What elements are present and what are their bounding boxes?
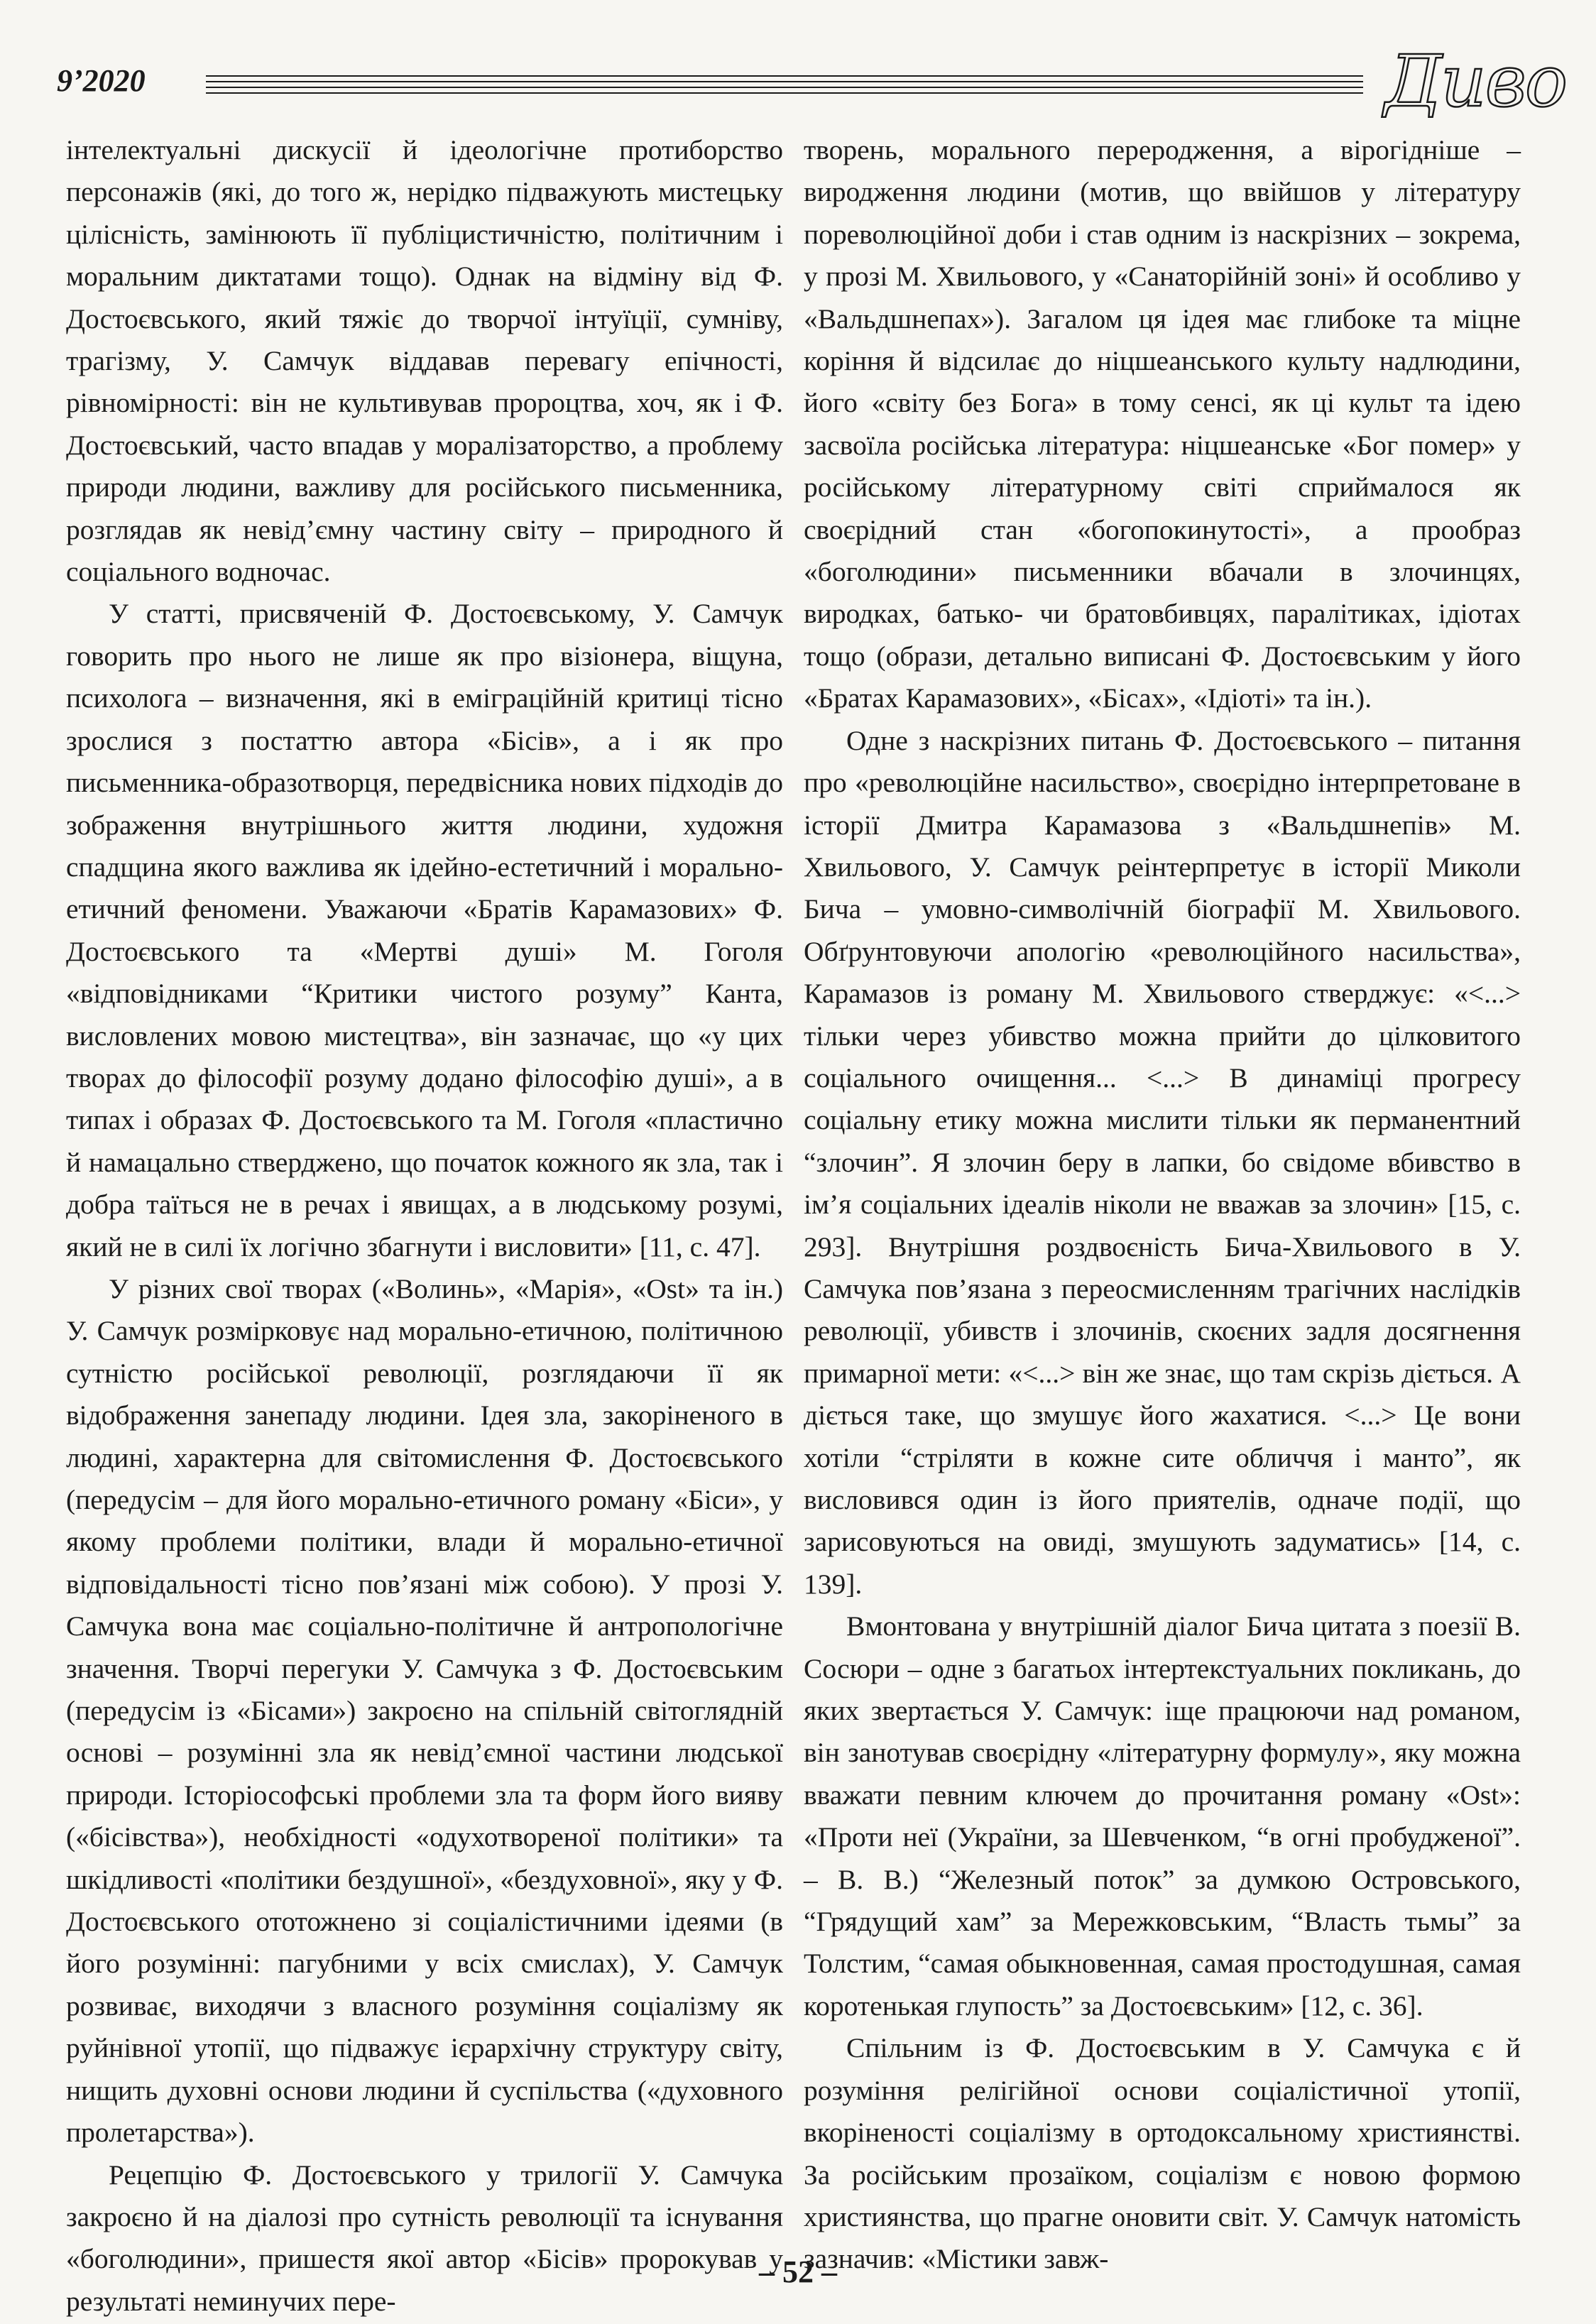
paragraph: Вмонтована у внутрішній діалог Бича цитата з поезії В. Сосюри – одне з багатьох інтертекстуальних покликань, до яких звертається У. Самчук: іще працюючи над романом, він занотував своєрідну «літературну формулу», яку можна вважати певним ключем до прочитання роману «Ost»: «Проти неї (України, за Шевченком, “в огні пробудженої”. – В. В.) “Железный поток” за думкою Островського, “Грядущий хам” за Мережковським, “Власть тьмы” за Толстим, “самая обыкновенная, самая простодушная, самая коротенькая глупость” за Достоєвським» [12, с. 36]. — [804, 1610, 1521, 2022]
header-rule — [206, 81, 1363, 82]
logo-wordmark: Диво — [1384, 40, 1567, 123]
header-rule — [206, 92, 1363, 94]
page-number: – 52 – — [759, 2254, 837, 2289]
issue-number: 9’2020 — [57, 63, 146, 98]
header-rule — [206, 75, 1363, 77]
page-header — [57, 40, 1567, 141]
paragraph: Одне з наскрізних питань Ф. Достоєвського – питання про «революційне насильство», своєрідно інтерпретоване в історії Дмитра Карамазова з «Вальдшнепів» М. Хвильового, У. Самчук реінтерпретує в історії Миколи Бича – умовно-символічній біографії М. Хвильового. Обґрунтовуючи апологію «революційного насильства», Карамазов із роману М. Хвильового стверджує: «<...> тільки через убивство можна прийти до цілковитого соціального очищення... <...> В динаміці прогресу соціальну етику можна мислити тільки як перманентний “злочин”. Я злочин беру в лапки, бо свідоме вбивство в ім’я соціальних ідеалів ніколи не вважав за злочин» [15, с. 293]. Внутрішня роздвоєність Бича-Хвильового в У. Самчука пов’язана з переосмисленням трагічних наслідків революції, убивств і злочинів, скоєних задля досягнення примарної мети: «<...> він же знає, що там скрізь діється. А діється таке, що змушує його жахатися. <...> Це вони хотіли “стріляти в кожне сите обличчя і манто”, як висловився один із його приятелів, одначе події, що зарисовуються на овиді, змушують задуматись» [14, с. 139]. — [804, 724, 1521, 1600]
paragraph: Рецепцію Ф. Достоєвського у трилогії У. Самчука закроєно й на діалозі про сутність революції та існування «боголюдини», пришестя якої автор «Бісів» пророкував у результаті неминучих пере- — [66, 2159, 783, 2317]
paragraph: Спільним із Ф. Достоєвським в У. Самчука є й розуміння релігійної основи соціалістичної утопії, вкоріненості соціалізму в ортодоксальному християнстві. За російським прозаїком, соціалізм є новою формою християнства, що прагне оновити світ. У. Самчук натомість зазначив: «Містики завж- — [804, 2032, 1521, 2275]
magazine-logo — [1384, 40, 1567, 125]
header-rule — [206, 87, 1363, 88]
paragraph: інтелектуальні дискусії й ідеологічне протиборство персонажів (які, до того ж, нерідко підважують мистецьку цілісність, замінюють її публіцистичністю, політичним і моральним диктатами тощо). Однак на відміну від Ф. Достоєвського, який тяжіє до творчої інтуїції, сумніву, трагізму, У. Самчук віддавав перевагу епічності, рівномірності: він не культивував пророцтва, хоч, як і Ф. Достоєвський, часто впадав у моралізаторство, а проблему природи людини, важливу для російського письменника, розглядав як невід’ємну частину світу – природного й соціального водночас. — [66, 134, 783, 588]
paragraph: У статті, присвяченій Ф. Достоєвському, У. Самчук говорить про нього не лише як про візіонера, віщуна, психолога – визначення, які в еміграційній критиці тісно зрослися з постаттю автора «Бісів», а і як про письменника-образотворця, передвісника нових підходів до зображення внутрішнього життя людини, художня спадщина якого важлива як ідейно-естетичний і морально-етичний феномени. Уважаючи «Братів Карамазових» Ф. Достоєвського та «Мертві душі» М. Гоголя «відповідниками “Критики чистого розуму” Канта, висловлених мовою мистецтва», він зазначає, що «у цих творах до філософії розуму додано філософію душі», а в типах і образах Ф. Достоєвського та М. Гоголя «пластично й намацально стверджено, що початок кожного як зла, так і добра таїться не в речах і явищах, а в людському розумі, який не в силі їх логічно збагнути і висловити» [11, с. 47]. — [66, 598, 783, 1262]
paragraph: У різних свої творах («Волинь», «Марія», «Ost» та ін.) У. Самчук розмірковує над морально-етичною, політичною сутністю російської революції, розглядаючи її як відображення занепаду людини. Ідея зла, закоріненого в людині, характерна для світомислення Ф. Достоєвського (передусім – для його морально-етичного роману «Біси», у якому проблеми політики, влади й морально-етичної відповідальності тісно пов’язані між собою). У прозі У. Самчука вона має соціально-політичне й антропологічне значення. Творчі перегуки У. Самчука з Ф. Достоєвським (передусім із «Бісами») закроєно на спільній світоглядній основі – розумінні зла як невід’ємної частини людської природи. Історіософські проблеми зла та форм його вияву («бісівства»), необхідності «одухотвореної політики» та шкідливості «політики бездушної», «бездуховної», яку у Ф. Достоєвського ототожнено зі соціалістичними ідеями (в його розумінні: пагубними у всіх смислах), У. Самчук розвиває, виходячи з власного розуміння соціалізму як руйнівної утопії, що підважує ієрархічну структуру світу, нищить духовні основи людини й суспільства («духовного пролетарства»). — [66, 1272, 783, 2149]
left-column — [66, 129, 783, 2323]
paragraph: творень, морального переродження, а вірогідніше – виродження людини (мотив, що ввійшов у літературу пореволюційної доби і став одним із наскрізних – зокрема, у прозі М. Хвильового, у «Санаторійній зоні» й особливо у «Вальдшнепах»). Загалом ця ідея має глибоке та міцне коріння й відсилає до ніцшеанського культу надлюдини, його «світу без Бога» в тому сенсі, як ці культ та ідею засвоїла російська література: ніцшеанське «Бог помер» у російському літературному світі сприймалося як своєрідний стан «богопокинутості», а прообраз «боголюдини» письменники вбачали в злочинцях, виродках, батько- чи братовбивцях, паралітиках, ідіотах тощо (образи, детально виписані Ф. Достоєвським у його «Братах Карамазових», «Бісах», «Ідіоті» та ін.). — [804, 134, 1521, 714]
right-column — [804, 129, 1521, 2281]
